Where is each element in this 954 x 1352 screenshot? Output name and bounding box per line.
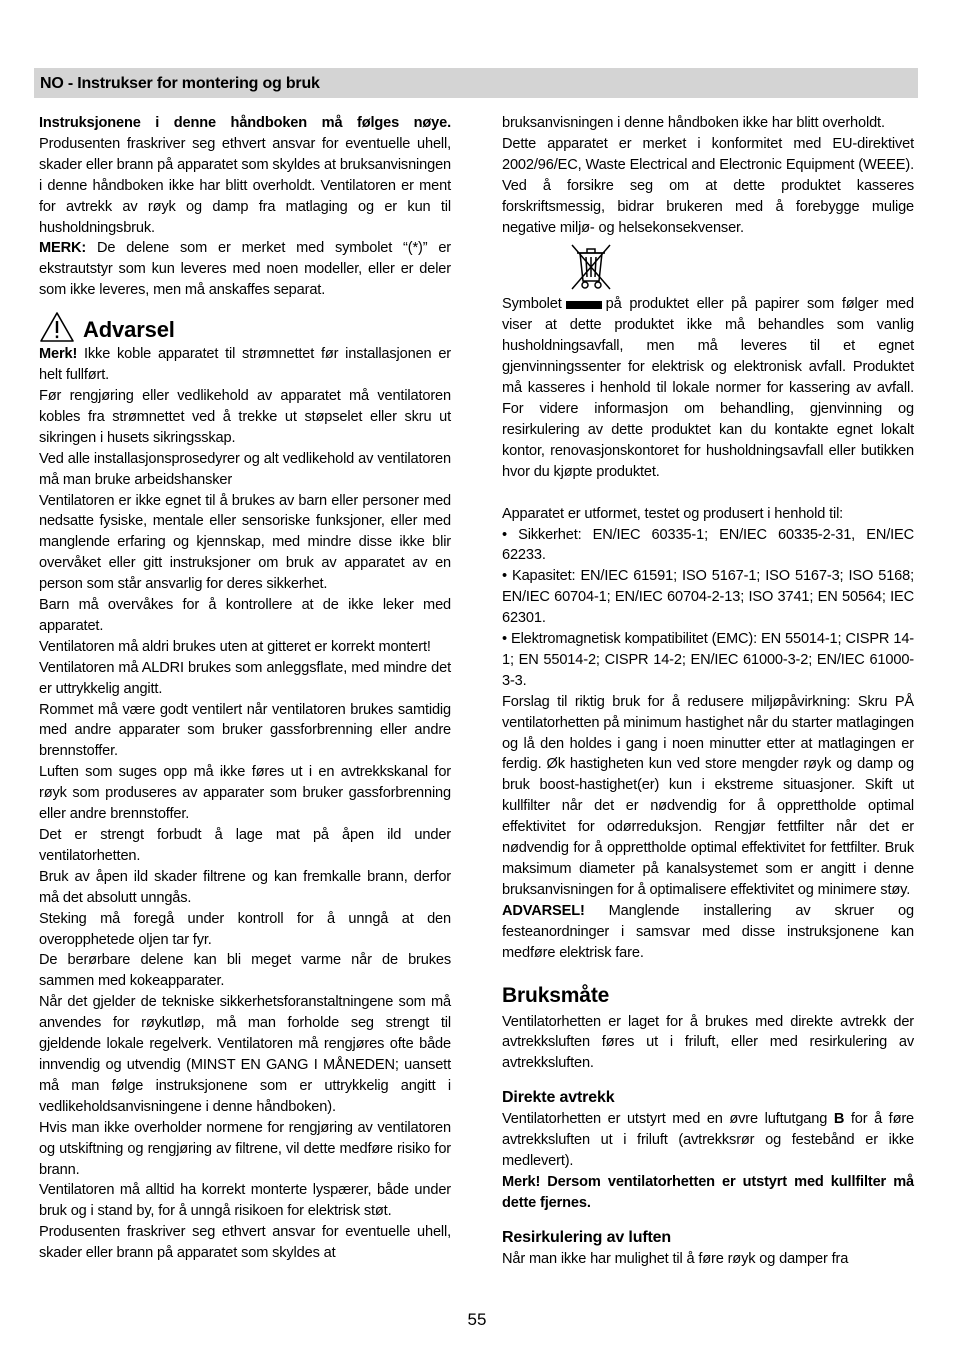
direct-exhaust-paragraph <box>502 1109 914 1172</box>
standard-item: • Kapasitet: EN/IEC 61591; ISO 5167-1; ISO 5167-3; ISO 5168; EN/IEC 60704-1; EN/IEC 60704-2-13; ISO 3741; EN 50564; IEC 62301. <box>502 568 914 627</box>
advarsel-paragraph <box>502 901 914 964</box>
symbol-after: på produktet eller på papirer som følger med viser at dette produktet ikke må behandles som vanlig husholdningsavfall, men må leveres til et egnet gjenvinningssenter for elektrisk og elektronisk avfall. Produktet må kasseres i henhold til lokale normer for kassering av avfall. For videre informasjon om behandling, gjenvinning og resirkulering av dette produktet kan du kontakte egnet lokalt kontor, renovasjonskontoret for husholdningsavfall eller butikken hvor du kjøpte produktet. <box>502 296 914 480</box>
direct-text-after: for å føre avtrekksluften ut i friluft (avtrekksrør og festebånd er ikke medlevert). <box>502 1111 915 1170</box>
advarsel-text: Manglende installering av skruer og festeanordninger i samsvar med disse instruksjonene kan medføre elektrisk fare. <box>502 902 914 961</box>
warning-title: Advarsel <box>83 317 175 343</box>
advarsel-bold-lead: ADVARSEL! <box>502 902 585 919</box>
warning-paragraph: Ventilatoren er ikke egnet til å brukes av barn eller personer med nedsatte fysiske, mentale eller sensoriske funksjoner, eller med manglende erfaring og kjennskap, med mindre disse ikke blir overvåket eller gitt instruksjoner om bruk av apparatet av en person som står ansvarlig for deres sikkerhet. <box>39 492 451 593</box>
warning-paragraph: De berørbare delene kan bli meget varme når de brukes sammen med kokeapparater. <box>39 952 451 990</box>
left-column <box>39 113 451 1264</box>
warning-paragraph: Ventilatoren må alltid ha korrekt monterte lyspærer, både under bruk og i stand by, for å unngå risikoen for elektrisk støt. <box>39 1182 451 1220</box>
standards-intro: Apparatet er utformet, testet og produsert i henhold til: <box>502 505 844 522</box>
weee-paragraph: Dette apparatet er merket i konformitet med EU-direktivet 2002/96/EC, Waste Electrical and Electronic Equipment (WEEE). Ved å forsikre seg om at dette produktet kasseres forskriftsmessig, bidrar brukeren med å forebygge mulige negative miljø- og helsekonsekvenser. <box>502 135 914 236</box>
warning-paragraph: Det er strengt forbudt å lage mat på åpen ild under ventilatorhetten. <box>39 827 451 864</box>
recirculation-title: Resirkulering av luften <box>502 1228 672 1246</box>
warning-paragraph: Bruk av åpen ild skader filtrene og kan fremkalle brann, derfor må det absolutt unngås. <box>39 868 451 906</box>
black-bar-symbol <box>566 301 602 309</box>
warning-paragraph: Ved alle installasjonsprosedyrer og alt vedlikehold av ventilatoren må man bruke arbeidshansker <box>39 450 451 488</box>
intro-text: Produsenten fraskriver seg ethvert ansvar for eventuelle uhell, skader eller brann på apparatet som skyldes at bruksanvisningen i denne håndboken ikke har blitt overholdt. Ventilatoren er ment for avtrekk av røyk og damp fra matlaging og er kun til husholdningsbruk. <box>39 135 451 236</box>
warning-paragraph: Før rengjøring eller vedlikehold av apparatet må ventilatoren kobles fra strømnettet ved å trekke ut støpselet eller skru ut sikringen i husets sikringsskap. <box>39 387 451 446</box>
warning-heading <box>39 311 451 343</box>
standard-item: • Sikkerhet: EN/IEC 60335-1; EN/IEC 60335-2-31, EN/IEC 62233. <box>502 526 914 564</box>
warning-paragraph: Produsenten fraskriver seg ethvert ansvar for eventuelle uhell, skader eller brann på apparatet som skyldes at <box>39 1224 451 1262</box>
continued-paragraph: bruksanvisningen i denne håndboken ikke har blitt overholdt. <box>502 115 885 131</box>
section-header-title: NO - Instrukser for montering og bruk <box>40 75 320 92</box>
warning-paragraph: Steking må foregå under kontroll for å unngå at den overopphetede oljen tar fyr. <box>39 910 451 948</box>
suggestions-paragraph: Forslag til riktig bruk for å redusere miljøpåvirkning: Skru PÅ ventilatorhetten på minimum hastighet når du starter matlagingen og lå den holdes i gang i noen minutter etter at matlagingen er ferdig. Øk hastigheten kun ved store mengder røyk og damp og bruk boost-hastighet(er) kun i ekstreme situasjoner. Skift ut kullfilter når det er nødvendig for å opprettholde optimal effektivitet for odørreduksjon. Rengjør fettfilter når det er nødvendig for å opprettholde optimal effektivitet for fettfilter. Bruk maksimum diameter på kanalsystemet som er angitt i denne bruksanvisningen for å optimalisere effektivitet og minimere støy. <box>502 693 914 898</box>
recirculation-paragraph: Når man ikke har mulighet til å føre røyk og damper fra <box>502 1250 849 1267</box>
merk-text: De delene som er merket med symbolet “(*)” er ekstrautstyr som kun leveres med noen modeller, eller er deler som ikke leveres, men må anskaffes separat. <box>39 240 451 299</box>
warning-paragraph: Rommet må være godt ventilert når ventilatoren brukes samtidig med andre apparater som bruker gassforbrenning eller andre brennstoffer. <box>39 701 451 760</box>
merk-bold-lead: MERK: <box>39 240 87 257</box>
warning-paragraph: Luften som suges opp må ikke føres ut i en avtrekkskanal for røyk som produseres av apparater som bruker gassforbrenning eller andre brennstoffer. <box>39 764 451 823</box>
warning-paragraph: Barn må overvåkes for å kontrollere at de ikke leker med apparatet. <box>39 597 451 634</box>
direct-text-before: Ventilatorhetten er utstyrt med en øvre luftutgang <box>502 1111 834 1128</box>
warning-triangle-icon <box>39 311 75 343</box>
usage-paragraph: Ventilatorhetten er laget for å brukes med direkte avtrekk der avtrekksluften føres ut i friluft, eller med resirkulering av avtrekksluften. <box>502 1013 914 1072</box>
standard-item: • Elektromagnetisk kompatibilitet (EMC): EN 55014-1; CISPR 14-1; EN 55014-2; CISPR 14-2; EN/IEC 61000-3-2; EN/IEC 61000-3-3. <box>502 631 914 689</box>
usage-title: Bruksmåte <box>502 983 610 1007</box>
warning-paragraph: Ventilatoren må ALDRI brukes som anleggsflate, med mindre det er uttrykkelig angitt. <box>39 659 451 697</box>
symbol-before: Symbolet <box>502 296 562 313</box>
right-column <box>502 113 914 1270</box>
warning-first-bold: Merk! <box>39 346 78 363</box>
intro-paragraph <box>39 113 451 238</box>
warning-paragraph: Når det gjelder de tekniske sikkerhetsforanstaltningene som må anvendes for røykutløp, må man forholde seg strengt til gjeldende lokale regelverk. Ventilatoren må rengjøres ofte både innvendig og utvendig (MINST EN GANG I MÅNEDEN; uansett må man følge instruksjonene som er uttrykkelig angitt i vedlikeholdsanvisningene i denne håndboken). <box>39 994 451 1115</box>
section-header-bar <box>34 68 918 98</box>
merk-paragraph <box>39 238 451 301</box>
warning-first-paragraph <box>39 344 451 386</box>
weee-symbol <box>568 241 914 291</box>
direct-text-bold: B <box>833 1111 845 1128</box>
warning-first-text: Ikke koble apparatet til strømnettet før installasjonen er helt fullført. <box>39 346 451 384</box>
direct-exhaust-title: Direkte avtrekk <box>502 1089 615 1107</box>
page-number: 55 <box>467 1310 487 1329</box>
warning-paragraph: Ventilatoren må aldri brukes uten at gitteret er korrekt montert! <box>39 638 431 655</box>
direct-note-bold: Merk! Dersom ventilatorhetten er utstyrt med kullfilter må dette fjernes. <box>502 1173 914 1211</box>
intro-bold-lead: Instruksjonene i denne håndboken må følges nøye. <box>39 115 451 131</box>
symbol-paragraph <box>502 294 914 482</box>
warning-paragraph: Hvis man ikke overholder normene for rengjøring av ventilatoren og utskiftning og rengjøring av filtrene, vil dette medføre risiko for brann. <box>39 1119 451 1178</box>
direct-exhaust-note <box>502 1172 914 1214</box>
crossed-out-wheelie-bin-icon <box>568 241 614 291</box>
